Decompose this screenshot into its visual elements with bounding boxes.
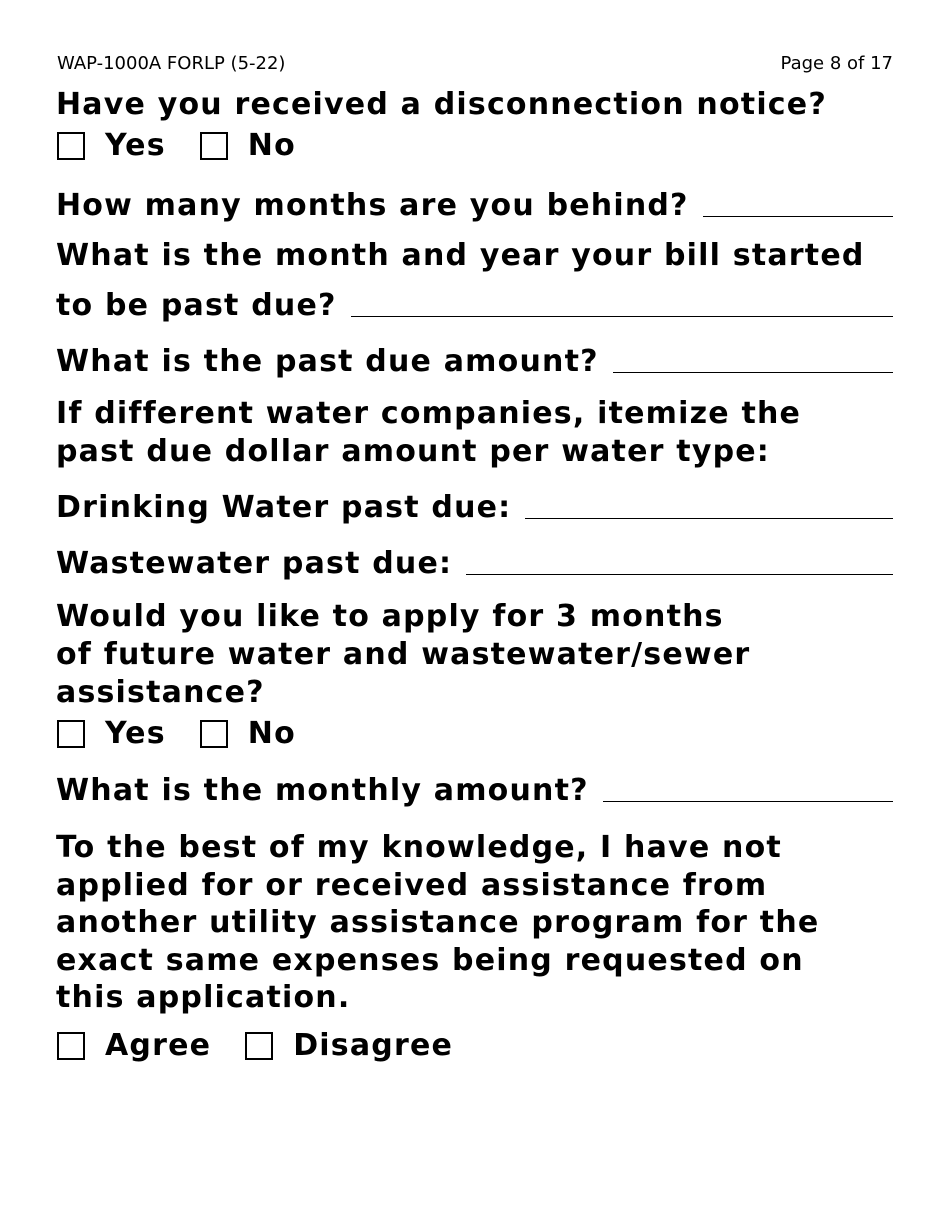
drinking-water-label: Drinking Water past due:: [56, 490, 512, 525]
future-assistance-yes-label: Yes: [105, 716, 166, 751]
wastewater-field[interactable]: [466, 574, 893, 575]
itemize-line2: past due dollar amount per water type:: [56, 434, 770, 469]
wastewater-row: [56, 545, 893, 583]
disconnection-options: [57, 128, 330, 163]
certification-line2: applied for or received assistance from: [56, 868, 768, 903]
past-due-amount-field[interactable]: [613, 372, 893, 373]
past-due-start-line2: to be past due?: [56, 288, 337, 323]
months-behind-row: [56, 187, 893, 225]
agree-label: Agree: [105, 1028, 212, 1063]
future-assistance-no-label: No: [247, 716, 296, 751]
disagree-checkbox[interactable]: [245, 1032, 273, 1060]
wastewater-label: Wastewater past due:: [56, 546, 453, 581]
certification-line1: To the best of my knowledge, I have not: [56, 830, 782, 865]
past-due-start-line1: What is the month and year your bill started: [56, 238, 865, 273]
months-behind-label: How many months are you behind?: [56, 188, 689, 223]
future-assistance-yes-checkbox[interactable]: [57, 720, 85, 748]
disconnection-yes-label: Yes: [105, 128, 166, 163]
disconnection-no-label: No: [247, 128, 296, 163]
future-assistance-line3: assistance?: [56, 675, 265, 710]
past-due-start-field[interactable]: [351, 316, 893, 317]
form-id: WAP-1000A FORLP (5-22): [57, 53, 286, 74]
past-due-amount-row: [56, 343, 893, 381]
future-assistance-options: [57, 716, 330, 751]
past-due-start-row: [56, 287, 893, 325]
drinking-water-field[interactable]: [525, 518, 893, 519]
months-behind-field[interactable]: [703, 216, 893, 217]
disagree-label: Disagree: [293, 1028, 454, 1063]
certification-line3: another utility assistance program for the: [56, 905, 820, 940]
page-number: Page 8 of 17: [780, 53, 893, 74]
itemize-line1: If different water companies, itemize the: [56, 396, 802, 431]
monthly-amount-label: What is the monthly amount?: [56, 773, 589, 808]
future-assistance-line1: Would you like to apply for 3 months: [56, 599, 724, 634]
past-due-amount-label: What is the past due amount?: [56, 344, 599, 379]
certification-options: [57, 1028, 487, 1063]
agree-checkbox[interactable]: [57, 1032, 85, 1060]
drinking-water-row: [56, 489, 893, 527]
future-assistance-line2: of future water and wastewater/sewer: [56, 637, 751, 672]
disconnection-no-checkbox[interactable]: [200, 132, 228, 160]
future-assistance-no-checkbox[interactable]: [200, 720, 228, 748]
certification-line5: this application.: [56, 980, 351, 1015]
monthly-amount-field[interactable]: [603, 801, 893, 802]
certification-line4: exact same expenses being requested on: [56, 943, 804, 978]
disconnection-question: Have you received a disconnection notice?: [56, 87, 827, 122]
monthly-amount-row: [56, 772, 893, 810]
disconnection-yes-checkbox[interactable]: [57, 132, 85, 160]
